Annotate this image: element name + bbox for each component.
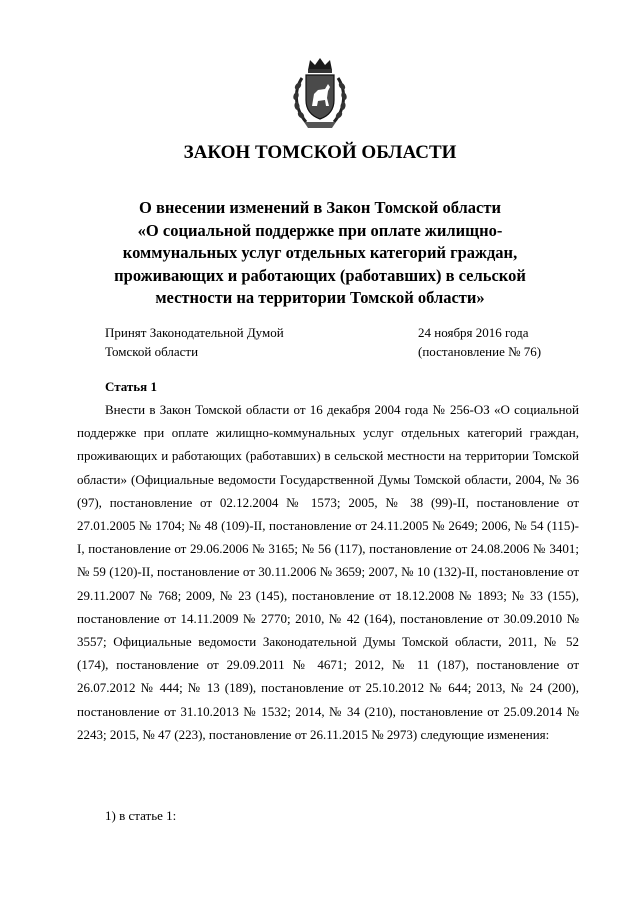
tomsk-coat-of-arms-icon xyxy=(288,56,352,132)
law-subtitle xyxy=(60,197,580,310)
article-paragraph xyxy=(77,398,579,746)
article-item: 1) в статье 1: xyxy=(105,808,177,823)
adopting-body-line: Принят Законодательной Думой xyxy=(105,325,284,340)
subtitle-line: проживающих и работающих (работавших) в сельской xyxy=(114,265,526,285)
adoption-date-line: 24 ноября 2016 года xyxy=(418,325,529,340)
subtitle-line: «О социальной поддержке при оплате жилищно- xyxy=(137,220,503,240)
law-title: ЗАКОН ТОМСКОЙ ОБЛАСТИ xyxy=(183,142,457,163)
article-paragraph-text: Внести в Закон Томской области от 16 декабря 2004 года № 256-ОЗ «О социальной поддержке при оплате жилищно-коммунальных услуг отдельных категорий граждан, проживающих и работающих (работавших) в сельской местности на территории Томской области» (Официальные ведомости Государственной Думы Томской области, 2004, № 36 (97), постановление от 02.12.2004 № 1573; 2005, № 38 (99)-II, постановление от 27.01.2005 № 1704; № 48 (109)-II, постановление от 24.11.2005 № 2649; 2006, № 54 (115)-I, постановление от 29.06.2006 № 3165; № 56 (117), постановление от 24.08.2006 № 3401; № 59 (120)-II, постановление от 30.11.2006 № 3659; 2007, № 10 (132)-II, постановление от 29.11.2007 № 768; 2009, № 23 (145), постановление от 18.12.2008 № 1893; № 33 (155), постановление от 14.11.2009 № 2770; 2010, № 42 (164), постановление от 30.09.2010 № 3557; Официальные ведомости Законодательной Думы Томской области, 2011, № 52 (174), постановление от 29.09.2011 № 4671; 2012, № 11 (187), постановление от 26.07.2012 № 444; № 13 (189), постановление от 25.10.2012 № 644; 2013, № 24 (200), постановление от 31.10.2013 № 1532; 2014, № 34 (210), постановление от 25.09.2014 № 2243; 2015, № 47 (223), постановление от 26.11.2015 № 2973) следующие изменения: xyxy=(77,402,579,742)
adoption-date xyxy=(418,323,541,361)
subtitle-line: О внесении изменений в Закон Томской области xyxy=(139,198,501,217)
adopting-body-line: Томской области xyxy=(105,344,199,359)
resolution-number: (постановление № 76) xyxy=(418,344,542,359)
subtitle-line: коммунальных услуг отдельных категорий граждан, xyxy=(122,243,518,262)
subtitle-line: местности на территории Томской области» xyxy=(155,288,485,307)
adopting-body xyxy=(105,323,284,361)
article-heading: Статья 1 xyxy=(105,379,157,394)
